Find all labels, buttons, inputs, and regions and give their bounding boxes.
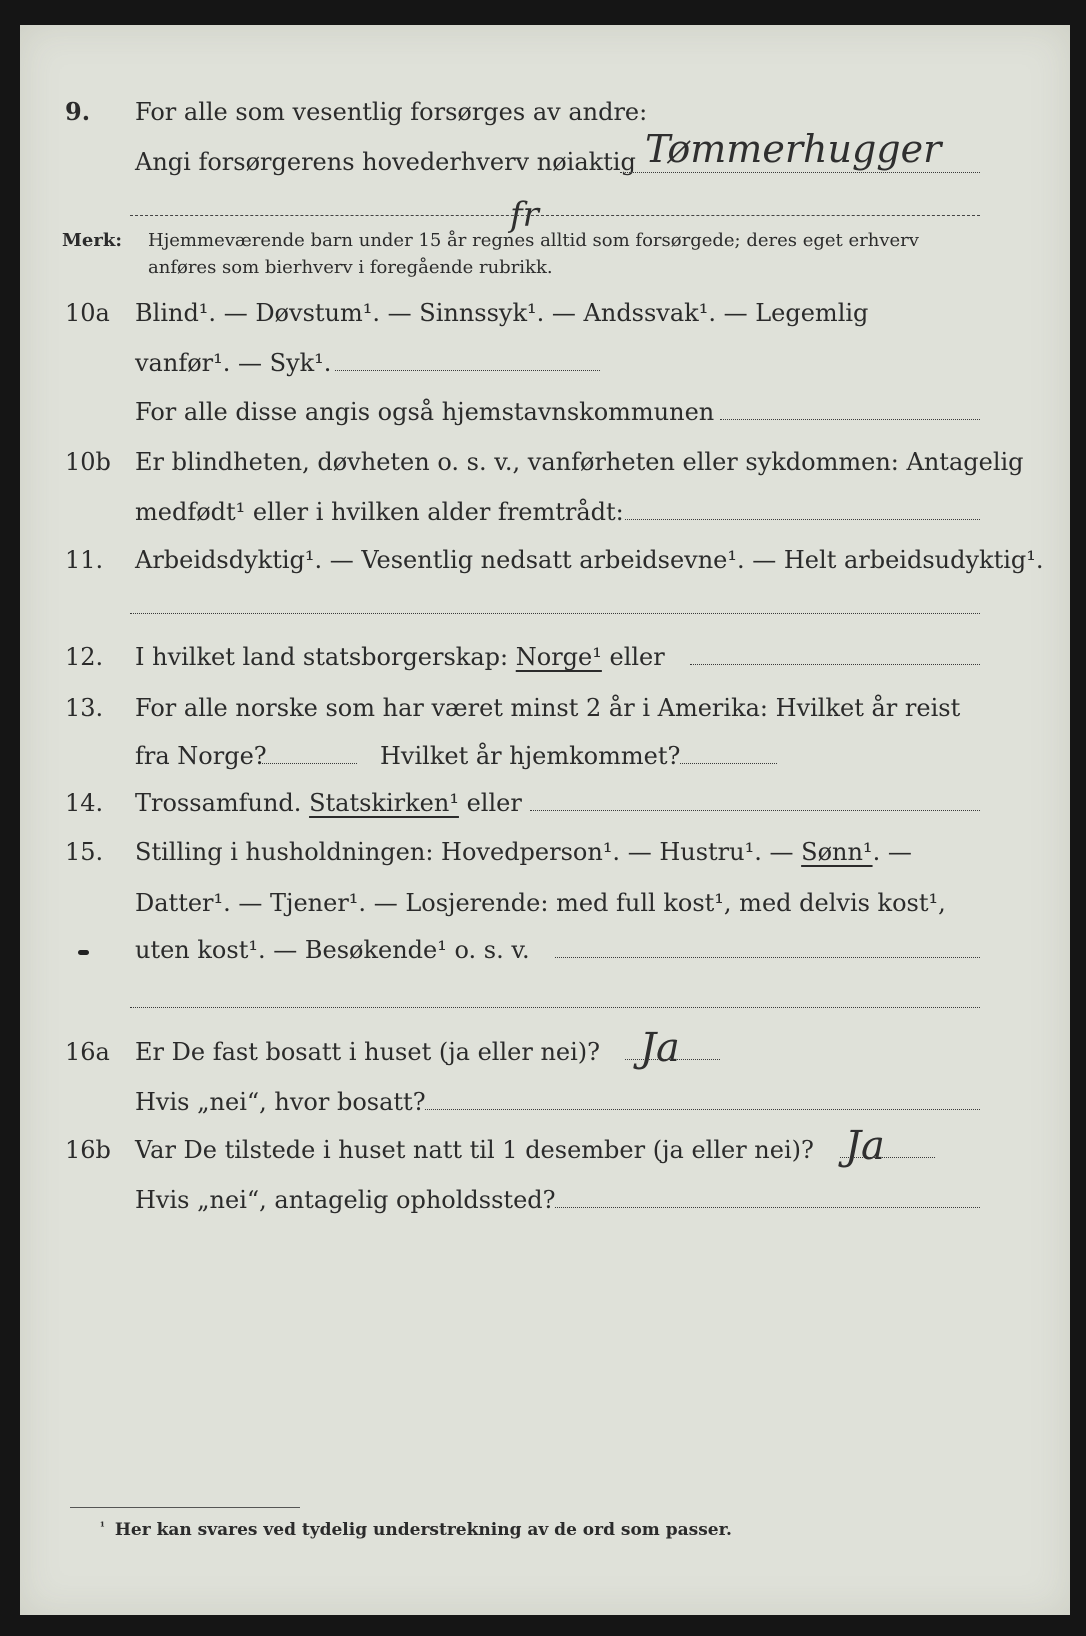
underlined-choice: Norge¹	[515, 643, 602, 671]
answer-line	[720, 419, 980, 420]
underlined-choice: Sønn¹	[801, 838, 873, 866]
item-number: 9.	[65, 97, 91, 126]
question-text-a: Stilling i husholdningen: Hovedperson¹. — Hustru¹. —	[135, 838, 794, 866]
answer-line	[130, 215, 980, 216]
census-form-page	[20, 25, 1070, 1615]
underlined-choice: Statskirken¹	[309, 789, 459, 817]
footnote	[100, 1520, 732, 1540]
question-text-b: . —	[872, 838, 912, 866]
footnote-mark: ¹	[100, 1520, 105, 1533]
item-number: 14.	[65, 789, 104, 817]
question-text: Var De tilstede i huset natt til 1 desember (ja eller nei)?	[135, 1136, 814, 1164]
answer-line	[680, 763, 777, 764]
question-text: Datter¹. — Tjener¹. — Losjerende: med full kost¹, med delvis kost¹,	[135, 889, 946, 917]
answer-line	[130, 1007, 980, 1008]
merk-label: Merk:	[62, 230, 122, 251]
handwritten-answer: fr	[510, 195, 539, 235]
handwritten-answer: Ja	[845, 1123, 885, 1169]
answer-line	[130, 613, 980, 614]
answer-line	[262, 763, 357, 764]
footnote-rule	[70, 1507, 300, 1508]
question-text: fra Norge?	[135, 742, 267, 770]
bullet-mark	[78, 950, 89, 955]
item-number: 15.	[65, 838, 104, 866]
question-text: Er De fast bosatt i huset (ja eller nei)?	[135, 1038, 601, 1066]
item-number: 16b	[65, 1136, 111, 1164]
question-text: Angi forsørgerens hovederhverv nøiaktig	[135, 148, 636, 176]
question-text: Blind¹. — Døvstum¹. — Sinnssyk¹. — Andssvak¹. — Legemlig	[135, 299, 869, 327]
answer-line	[555, 1207, 980, 1208]
question-text: For alle som vesentlig forsørges av andre:	[135, 98, 648, 126]
question-text: Hvis „nei“, hvor bosatt?	[135, 1088, 426, 1116]
item-number: 13.	[65, 694, 104, 722]
handwritten-answer: Tømmerhugger	[645, 127, 942, 171]
handwritten-answer: Ja	[640, 1025, 680, 1071]
question-text-post: eller	[609, 643, 665, 671]
question-text: medfødt¹ eller i hvilken alder fremtrådt:	[135, 498, 624, 526]
answer-line	[425, 1109, 980, 1110]
item-number: 12.	[65, 643, 104, 671]
item-number: 10a	[65, 299, 110, 327]
answer-line	[530, 810, 980, 811]
answer-line	[620, 172, 980, 173]
question-text: Er blindheten, døvheten o. s. v., vanførheten eller sykdommen: Antagelig	[135, 448, 1024, 476]
answer-line	[625, 519, 980, 520]
question-text: Arbeidsdyktig¹. — Vesentlig nedsatt arbeidsevne¹. — Helt arbeidsudyktig¹.	[135, 546, 1044, 574]
question-text-post: eller	[466, 789, 522, 817]
answer-line	[690, 664, 980, 665]
answer-line	[555, 957, 980, 958]
footnote-text: Her kan svares ved tydelig understrekning av de ord som passer.	[114, 1520, 732, 1540]
question-text: Hvilket år hjemkommet?	[380, 742, 681, 770]
item-number: 16a	[65, 1038, 110, 1066]
merk-text: anføres som bierhverv i foregående rubrikk.	[148, 257, 553, 278]
question-text: vanfør¹. — Syk¹.	[135, 349, 332, 377]
question-text	[135, 837, 912, 867]
question-text	[135, 788, 522, 818]
question-text: Hvis „nei“, antagelig opholdssted?	[135, 1186, 556, 1214]
item-number: 10b	[65, 448, 111, 476]
merk-text: Hjemmeværende barn under 15 år regnes alltid som forsørgede; deres eget erhverv	[148, 230, 919, 251]
question-text: For alle disse angis også hjemstavnskommunen	[135, 398, 715, 426]
question-text: uten kost¹. — Besøkende¹ o. s. v.	[135, 936, 530, 964]
item-number: 11.	[65, 546, 104, 574]
question-text-pre: I hvilket land statsborgerskap:	[135, 643, 509, 671]
question-text-pre: Trossamfund.	[135, 789, 302, 817]
question-text	[135, 642, 665, 672]
question-text: For alle norske som har været minst 2 år i Amerika: Hvilket år reist	[135, 694, 961, 722]
answer-line	[335, 370, 600, 371]
